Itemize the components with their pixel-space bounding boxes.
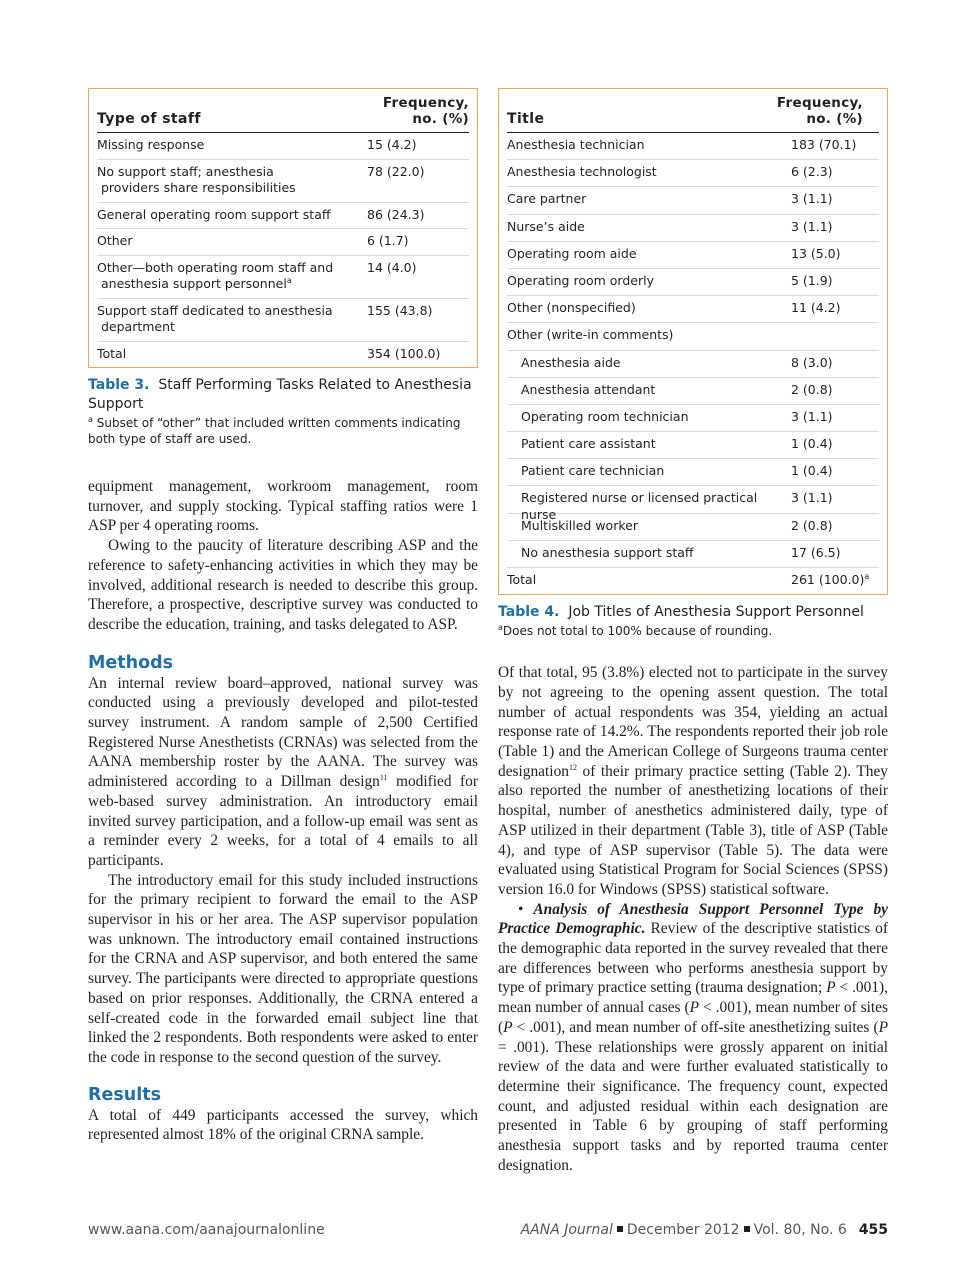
paragraph: equipment management, workroom management, room turnover, and supply stocking. Typical staffing ratios were 1 ASP per 4 operating rooms. — [88, 478, 478, 535]
table-row: Anesthesia aide 8 (3.0) — [507, 351, 879, 378]
table-row: Support staff dedicated to anesthesia department 155 (43.8) — [97, 299, 469, 342]
table-4-footnote: $^a$Does not total to 100% because of rounding. — [498, 623, 773, 639]
table-row: Anesthesia technologist 6 (2.3) — [507, 160, 879, 187]
table-row: Operating room technician 3 (1.1) — [507, 405, 879, 432]
table-row: Other (nonspecified) 11 (4.2) — [507, 296, 879, 323]
square-bullet-icon — [617, 1226, 623, 1232]
methods-heading: Methods — [88, 652, 174, 673]
table-row: No anesthesia support staff 17 (6.5) — [507, 541, 879, 568]
paragraph: Of that total, 95 (3.8%) elected not to participate in the survey by not agreeing to the opening assent question. The total number of actual respondents was 354, yielding an actual response rate of 14.2%. The respondents reported their job role (Table 1) and the American College of Surgeons trauma center designation$^{12}$ of their primary practice setting (Table 2). They also reported the number of anesthetizing locations of their hospital, number of anesthetics administered daily, type of ASP utilized in their department (Table 3), title of ASP (Table 4), and type of ASP supervisor (Table 5). The data were evaluated using Statistical Program for Social Sciences (SPSS) version 16.0 for Windows (SPSS) statistical software. — [498, 664, 888, 898]
left-column — [88, 88, 478, 1145]
table-row: Operating room aide 13 (5.0) — [507, 242, 879, 269]
table-row: Patient care technician 1 (0.4) — [507, 459, 879, 486]
table-row: Registered nurse or licensed practical nurse 3 (1.1) — [507, 486, 879, 513]
table-3-col-frequency: Frequency, no. (%) — [382, 95, 469, 127]
results-heading: Results — [88, 1084, 161, 1105]
left-body-text — [88, 477, 478, 1145]
paragraph: A total of 449 participants accessed the survey, which represented almost 18% of the original CRNA sample. — [88, 1106, 478, 1144]
journal-website-link[interactable]: www.aana.com/aanajournalonline — [88, 1222, 325, 1238]
square-bullet-icon — [744, 1226, 750, 1232]
table-row-total: Total 261 $(100.0)^a$ — [507, 571, 870, 587]
paragraph: • Analysis of Anesthesia Support Personnel Type by Practice Demographic. Review of the descriptive statistics of the demographic data reported in the survey revealed that there are differences between who performs anesthesia support by type of primary practice setting (trauma designation; P < .001), mean number of annual cases (P < .001), mean number of sites (P < .001), and mean number of off-site anesthetizing suites (P = .001). These relationships were grossly apparent on initial review of the data and were further evaluated statistically to determine their significance. The frequency count, expected count, and adjusted residual within each designation are presented in Table 6 by grouping of staff performing anesthesia support tasks and by reported trauma center designation. — [498, 900, 888, 1174]
table-row: Other 6 (1.7) — [97, 229, 469, 256]
table-row: General operating room support staff 86 (24.3) — [97, 203, 469, 230]
paragraph: An internal review board–approved, national survey was conducted using a previously developed and pilot-tested survey instrument. A random sample of 2,500 Certified Registered Nurse Anesthetists (CRNAs) was selected from the AANA membership roster by the AANA. The survey was administered according to a Dillman design$^{11}$ modified for web-based survey administration. An introductory email invited survey participation, and a follow-up email was sent as a reminder every 2 weeks, for a total of 4 emails to all participants. — [88, 674, 478, 869]
table-row: Anesthesia attendant 2 (0.8) — [507, 378, 879, 405]
table-3-col-type: Type of staff — [97, 111, 201, 127]
table-4-header — [507, 89, 879, 133]
table-4-caption: Table 4. Job Titles of Anesthesia Support Personnel $^a$Does not total to 100% because of rounding. — [498, 603, 888, 639]
table-row: Missing response 15 (4.2) — [97, 133, 469, 160]
table-row: Patient care assistant 1 (0.4) — [507, 432, 879, 459]
right-body-text — [498, 663, 888, 1175]
table-row: No support staff; anesthesia providers share responsibilities 78 (22.0) — [97, 160, 469, 203]
table-row: Care partner 3 (1.1) — [507, 187, 879, 214]
table-row: Other (write-in comments) — [507, 323, 879, 350]
table-4-col-frequency: Frequency, no. (%) — [776, 95, 863, 127]
table-4 — [498, 88, 888, 595]
table-row: Multiskilled worker 2 (0.8) — [507, 514, 879, 541]
paragraph: Owing to the paucity of literature describing ASP and the reference to safety-enhancing activities in which they may be involved, additional research is needed to describe this group. Therefore, a prospective, descriptive survey was conducted to describe the education, training, and tasks delegated to ASP. — [88, 537, 478, 633]
table-row-total: Total 354 (100.0) — [97, 345, 441, 361]
table-4-col-title: Title — [507, 111, 545, 127]
paragraph: The introductory email for this study included instructions for the primary recipient to forward the email to the ASP supervisor in his or her area. The ASP supervisor population was unknown. The introductory email contained instructions for the CRNA and ASP supervisor, and both entered the same survey. The participants were directed to appropriate questions based on prior responses. Additionally, the CRNA entered a self-created code in the forwarded email subject line that linked the 2 respondents. Both respondents were asked to enter the code in response to the second question of the survey. — [88, 871, 478, 1066]
table-row: Anesthesia technician 183 (70.1) — [507, 133, 879, 160]
table-row: Other—both operating room staff and anesthesia support personnel$^a$ 14 (4.0) — [97, 256, 469, 299]
table-3 — [88, 88, 478, 368]
table-row: Operating room orderly 5 (1.9) — [507, 269, 879, 296]
journal-citation: AANA Journal December 2012 Vol. 80, No. 6 455 — [520, 1222, 888, 1238]
page-number: 455 — [858, 1222, 888, 1238]
table-3-header — [97, 89, 469, 133]
right-column — [498, 88, 888, 1175]
table-row: Nurse’s aide 3 (1.1) — [507, 215, 879, 242]
table-3-footnote: $^a$ Subset of “other” that included written comments indicating both type of staff are used. — [88, 415, 461, 446]
table-3-caption: Table 3. Staff Performing Tasks Related to Anesthesia Support $^a$ Subset of “other” that included written comments indicating both type of staff are used. — [88, 376, 478, 447]
